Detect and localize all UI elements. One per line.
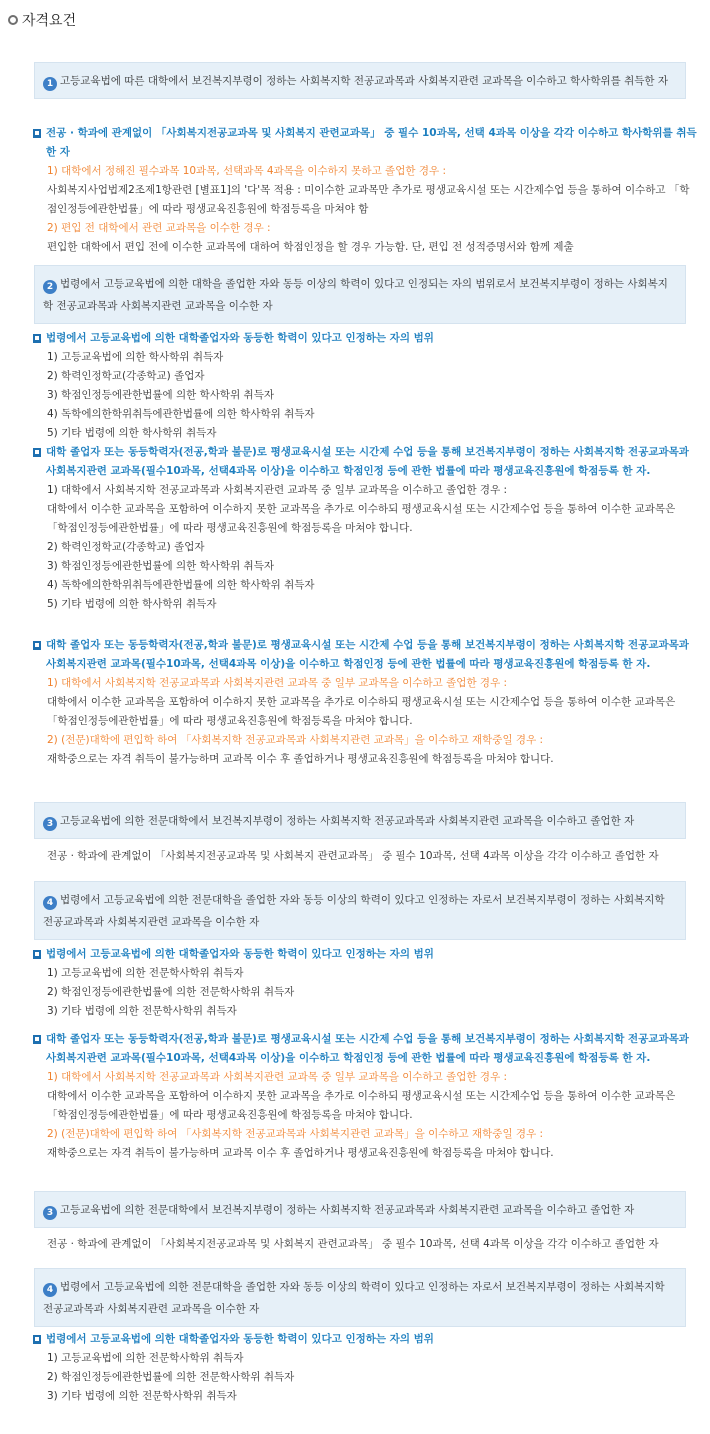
list-item: 2) 학점인정등에관한법률에 의한 전문학사학위 취득자	[47, 986, 295, 998]
circle-bullet-icon	[8, 15, 18, 25]
number-badge-icon: 3	[43, 1206, 57, 1220]
requirement-text: 법령에서 고등교육법에 의한 대학을 졸업한 자와 동등 이상의 학력이 있다고 인정되는 자의 범위로서 보건복지부령이 정하는 사회복지학 전공교과목과 사회복지관련 교과목을 이수한 자	[43, 278, 668, 312]
case-body: 사회복지사업법제2조제1항관련 [별표1]의 '다'목 적용 : 미이수한 교과목만 추가로 평생교육시설 또는 시간제수업 등을 통하여 이수하고 「학점인정등에관한법률」에 따라 평생교육진흥원에 학점등록을 마쳐야 함	[47, 184, 690, 215]
requirement-text: 고등교육법에 의한 전문대학에서 보건복지부령이 정하는 사회복지학 전공교과목과 사회복지관련 교과목을 이수하고 졸업한 자	[60, 1204, 635, 1216]
list-item: 1) 고등교육법에 의한 전문학사학위 취득자	[47, 967, 244, 979]
case-body: 재학중으로는 자격 취득이 불가능하며 교과목 이수 후 졸업하거나 평생교육진흥원에 학점등록을 마쳐야 합니다.	[47, 1147, 554, 1159]
case-label: 1) 대학에서 정해진 필수과목 10과목, 선택과목 4과목을 이수하지 못하고 졸업한 경우 :	[47, 165, 446, 177]
case-label: 1) 대학에서 사회복지학 전공교과목과 사회복지관련 교과목 중 일부 교과목을 이수하고 졸업한 경우 :	[47, 677, 508, 689]
square-bullet-icon	[33, 448, 41, 456]
list-item: 3) 기타 법령에 의한 전문학사학위 취득자	[47, 1005, 237, 1017]
section-equivalent-range	[33, 329, 697, 443]
requirement-text: 고등교육법에 따른 대학에서 보건복지부령이 정하는 사회복지학 전공교과목과 사회복지관련 교과목을 이수하고 학사학위를 취득한 자	[60, 75, 669, 87]
page-title-text: 자격요건	[22, 13, 77, 29]
requirement-text: 고등교육법에 의한 전문대학에서 보건복지부령이 정하는 사회복지학 전공교과목과 사회복지관련 교과목을 이수하고 졸업한 자	[60, 815, 635, 827]
case-body: 편입한 대학에서 편입 전에 이수한 교과목에 대하여 학점인정을 할 경우 가능함. 단, 편입 전 성적증명서와 함께 제출	[47, 241, 574, 253]
section-heading: 대학 졸업자 또는 동등학력자(전공,학과 불문)로 평생교육시설 또는 시간제 수업 등을 통해 보건복지부령이 정하는 사회복지학 전공교과목과 사회복지관련 교과목(필수10과목, 선택4과목 이상)을 이수하고 학점인정 등에 관한 법률에 따라 평생교육진흥원에 학점등록 한 자.	[33, 443, 697, 481]
section-major-unrelated	[33, 124, 697, 257]
case-body: 재학중으로는 자격 취득이 불가능하며 교과목 이수 후 졸업하거나 평생교육진흥원에 학점등록을 마쳐야 합니다.	[47, 753, 554, 765]
section-heading: 대학 졸업자 또는 동등학력자(전공,학과 불문)로 평생교육시설 또는 시간제 수업 등을 통해 보건복지부령이 정하는 사회복지학 전공교과목과 사회복지관련 교과목(필수10과목, 선택4과목 이상)을 이수하고 학점인정 등에 관한 법률에 따라 평생교육진흥원에 학점등록 한 자.	[33, 1030, 697, 1068]
case-body: 대학에서 이수한 교과목을 포함하여 이수하지 못한 교과목을 추가로 이수하되 평생교육시설 또는 시간제수업 등을 통하여 이수한 교과목은 「학점인정등에관한법률」에 따라 평생교육진흥원에 학점등록을 마쳐야 합니다.	[47, 503, 676, 534]
square-bullet-icon	[33, 641, 41, 649]
list-item: 1) 고등교육법에 의한 전문학사학위 취득자	[47, 1352, 244, 1364]
number-badge-icon: 4	[43, 896, 57, 910]
list-item: 4) 독학에의한학위취득에관한법률에 의한 학사학위 취득자	[47, 408, 315, 420]
square-bullet-icon	[33, 950, 41, 958]
list-item: 3) 학점인정등에관한법률에 의한 학사학위 취득자	[47, 560, 274, 572]
case-body: 대학에서 이수한 교과목을 포함하여 이수하지 못한 교과목을 추가로 이수하되 평생교육시설 또는 시간제수업 등을 통하여 이수한 교과목은 「학점인정등에관한법률」에 따라 평생교육진흥원에 학점등록을 마쳐야 합니다.	[47, 1090, 676, 1121]
section-heading: 법령에서 고등교육법에 의한 대학졸업자와 동등한 학력이 있다고 인정하는 자의 범위	[33, 945, 697, 964]
requirement-detail: 전공 · 학과에 관계없이 「사회복지전공교과목 및 사회복지 관련교과목」 중 필수 10과목, 선택 4과목 이상을 각각 이수하고 졸업한 자	[47, 1238, 659, 1250]
number-badge-icon: 2	[43, 280, 57, 294]
list-item: 5) 기타 법령에 의한 학사학위 취득자	[47, 598, 217, 610]
requirement-detail: 전공 · 학과에 관계없이 「사회복지전공교과목 및 사회복지 관련교과목」 중 필수 10과목, 선택 4과목 이상을 각각 이수하고 졸업한 자	[47, 850, 659, 862]
case-label: 2) (전문)대학에 편입학 하여 「사회복지학 전공교과목과 사회복지관련 교과목」을 이수하고 재학중일 경우 :	[47, 734, 544, 746]
square-bullet-icon	[33, 1335, 41, 1343]
requirement-text: 법령에서 고등교육법에 의한 전문대학을 졸업한 자와 동등 이상의 학력이 있다고 인정하는 자로서 보건복지부령이 정하는 사회복지학 전공교과목과 사회복지관련 교과목을 이수한 자	[43, 894, 665, 928]
list-item: 4) 독학에의한학위취득에관한법률에 의한 학사학위 취득자	[47, 579, 315, 591]
section-heading: 법령에서 고등교육법에 의한 대학졸업자와 동등한 학력이 있다고 인정하는 자의 범위	[33, 1330, 697, 1349]
list-item: 2) 학력인정학교(각종학교) 졸업자	[47, 370, 205, 382]
list-item: 1) 대학에서 사회복지학 전공교과목과 사회복지관련 교과목 중 일부 교과목을 이수하고 졸업한 경우 :	[47, 484, 508, 496]
section-heading: 전공 · 학과에 관계없이 「사회복지전공교과목 및 사회복지 관련교과목」 중 필수 10과목, 선택 4과목 이상을 각각 이수하고 학사학위를 취득한 자	[33, 124, 697, 162]
list-item: 1) 고등교육법에 의한 학사학위 취득자	[47, 351, 224, 363]
number-badge-icon: 3	[43, 817, 57, 831]
requirement-box-2	[34, 265, 686, 324]
section-heading: 법령에서 고등교육법에 의한 대학졸업자와 동등한 학력이 있다고 인정하는 자의 범위	[33, 329, 697, 348]
section-equivalent-range-college	[33, 945, 697, 1021]
section-equivalent-range-college-2	[33, 1330, 697, 1406]
section-lifelong-education-2	[33, 636, 697, 769]
list-item: 2) 학점인정등에관한법률에 의한 전문학사학위 취득자	[47, 1371, 295, 1383]
case-label: 2) 편입 전 대학에서 관련 교과목을 이수한 경우 :	[47, 222, 271, 234]
case-body: 대학에서 이수한 교과목을 포함하여 이수하지 못한 교과목을 추가로 이수하되 평생교육시설 또는 시간제수업 등을 통하여 이수한 교과목은 「학점인정등에관한법률」에 따라 평생교육진흥원에 학점등록을 마쳐야 합니다.	[47, 696, 676, 727]
requirement-text: 법령에서 고등교육법에 의한 전문대학을 졸업한 자와 동등 이상의 학력이 있다고 인정하는 자로서 보건복지부령이 정하는 사회복지학 전공교과목과 사회복지관련 교과목을 이수한 자	[43, 1281, 665, 1315]
requirement-box-5	[34, 1191, 686, 1228]
list-item: 3) 기타 법령에 의한 전문학사학위 취득자	[47, 1390, 237, 1402]
page-title	[8, 8, 76, 32]
number-badge-icon: 1	[43, 77, 57, 91]
list-item: 5) 기타 법령에 의한 학사학위 취득자	[47, 427, 217, 439]
requirement-box-6	[34, 1268, 686, 1327]
case-label: 1) 대학에서 사회복지학 전공교과목과 사회복지관련 교과목 중 일부 교과목을 이수하고 졸업한 경우 :	[47, 1071, 508, 1083]
case-label: 2) (전문)대학에 편입학 하여 「사회복지학 전공교과목과 사회복지관련 교과목」을 이수하고 재학중일 경우 :	[47, 1128, 544, 1140]
section-heading: 대학 졸업자 또는 동등학력자(전공,학과 불문)로 평생교육시설 또는 시간제 수업 등을 통해 보건복지부령이 정하는 사회복지학 전공교과목과 사회복지관련 교과목(필수10과목, 선택4과목 이상)을 이수하고 학점인정 등에 관한 법률에 따라 평생교육진흥원에 학점등록 한 자.	[33, 636, 697, 674]
number-badge-icon: 4	[43, 1283, 57, 1297]
square-bullet-icon	[33, 334, 41, 342]
requirement-box-1	[34, 62, 686, 99]
section-lifelong-education	[33, 443, 697, 614]
requirement-box-3	[34, 802, 686, 839]
section-lifelong-education-3	[33, 1030, 697, 1163]
list-item: 2) 학력인정학교(각종학교) 졸업자	[47, 541, 205, 553]
requirement-box-4	[34, 881, 686, 940]
list-item: 3) 학점인정등에관한법률에 의한 학사학위 취득자	[47, 389, 274, 401]
square-bullet-icon	[33, 129, 41, 137]
square-bullet-icon	[33, 1035, 41, 1043]
